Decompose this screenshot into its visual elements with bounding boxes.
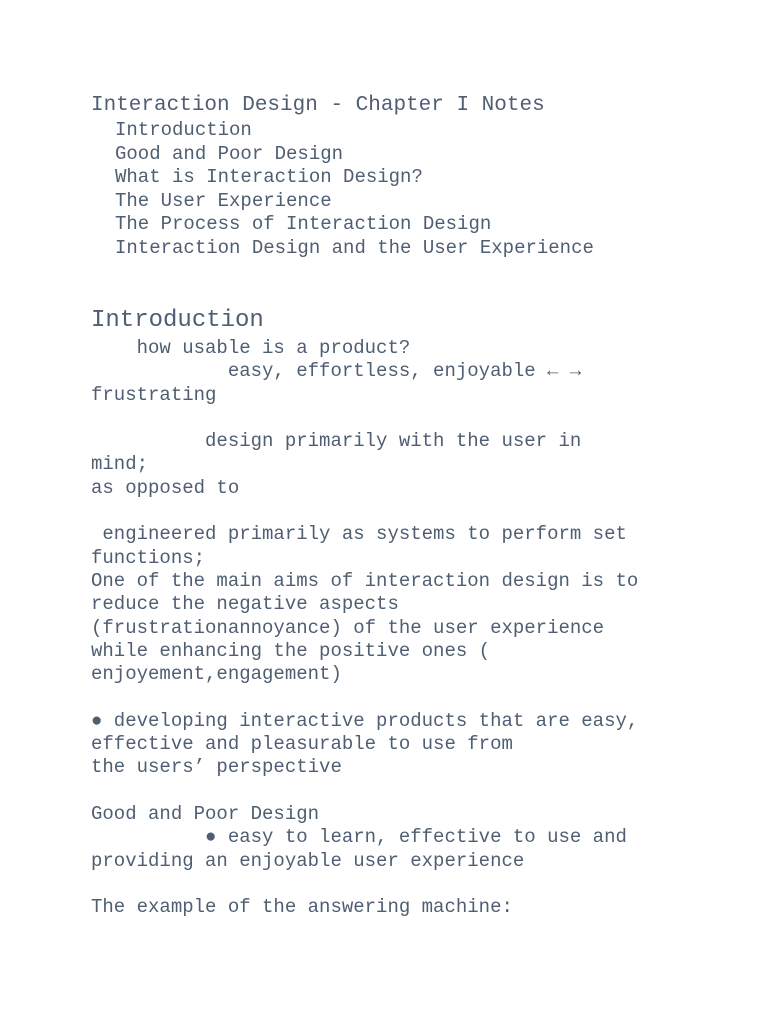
document-title: Interaction Design - Chapter I Notes xyxy=(91,94,545,117)
bullet-line: ● easy to learn, effective to use and xyxy=(91,826,627,849)
body-line: while enhancing the positive ones ( xyxy=(91,639,491,662)
toc-item-interaction-design-and-user-experience: Interaction Design and the User Experience xyxy=(115,236,594,259)
table-of-contents xyxy=(115,119,594,261)
body-line: One of the main aims of interaction design is to xyxy=(91,569,639,592)
body-line: providing an enjoyable user experience xyxy=(91,849,525,872)
body-line: as opposed to xyxy=(91,476,240,499)
document-body xyxy=(91,337,691,919)
blank-line xyxy=(91,873,691,896)
body-line: how usable is a product? xyxy=(91,337,411,359)
body-line: frustrating xyxy=(91,383,217,406)
section-heading-introduction: Introduction xyxy=(91,307,264,334)
toc-item-process-of-interaction-design: The Process of Interaction Design xyxy=(115,213,492,236)
blank-line xyxy=(91,780,691,803)
toc-item-good-and-poor-design: Good and Poor Design xyxy=(115,142,344,165)
toc-item-user-experience: The User Experience xyxy=(115,189,332,212)
body-line: enjoyement,engagement) xyxy=(91,663,342,686)
body-line: functions; xyxy=(91,546,206,569)
blank-line xyxy=(91,686,691,709)
body-line: effective and pleasurable to use from xyxy=(91,733,513,756)
blank-line xyxy=(91,500,691,523)
body-line: engineered primarily as systems to perform set xyxy=(91,523,627,546)
body-line: design primarily with the user in xyxy=(91,430,582,453)
bullet-line: ● developing interactive products that are easy, xyxy=(91,709,639,732)
body-line: (frustrationannoyance) of the user experience xyxy=(91,616,605,639)
body-line: reduce the negative aspects xyxy=(91,593,399,616)
toc-item-introduction: Introduction xyxy=(115,119,252,141)
body-line: The example of the answering machine: xyxy=(91,896,513,919)
blank-line xyxy=(91,407,691,430)
toc-item-what-is-interaction-design: What is Interaction Design? xyxy=(115,166,423,189)
body-line: mind; xyxy=(91,453,149,476)
body-line: easy, effortless, enjoyable ← → xyxy=(91,360,582,383)
subheading-good-and-poor-design: Good and Poor Design xyxy=(91,802,320,825)
body-line: the users’ perspective xyxy=(91,756,342,779)
